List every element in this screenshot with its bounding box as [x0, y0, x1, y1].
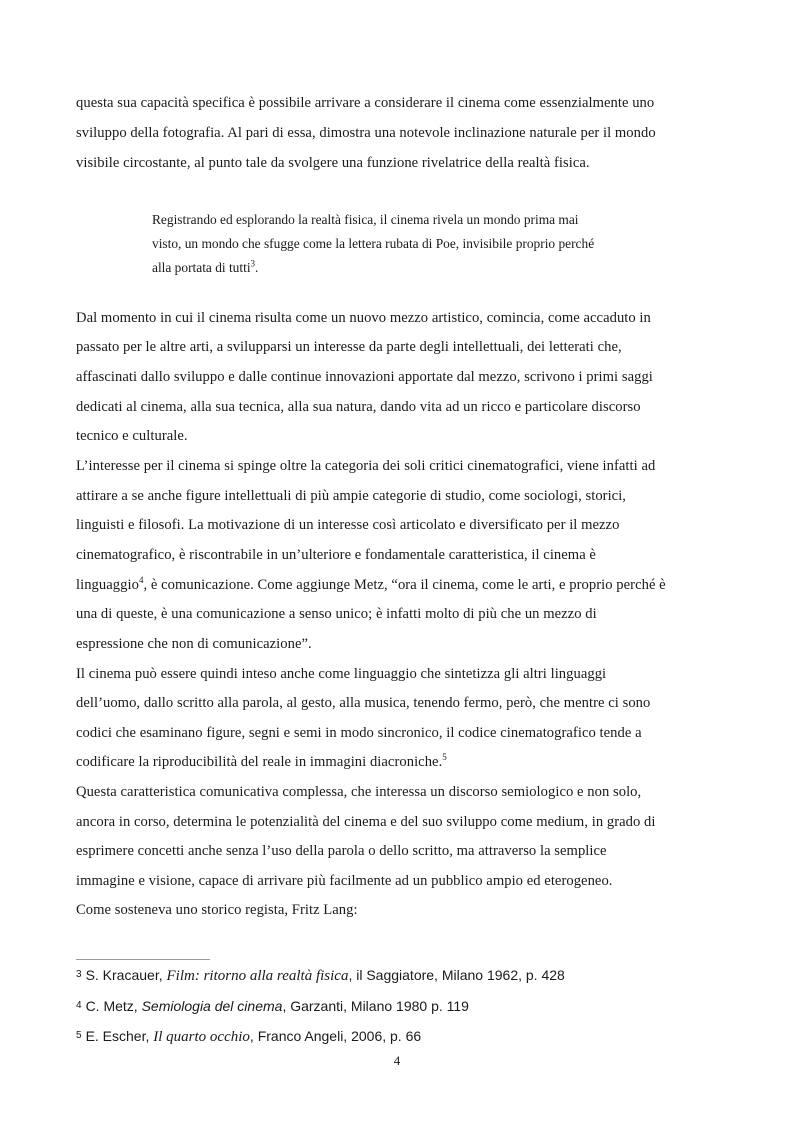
quote-line: Registrando ed esplorando la realtà fisica, il cinema rivela un mondo prima mai — [152, 212, 579, 227]
footnote-title: Semiologia del cinema — [141, 998, 283, 1014]
body-line: Il cinema può essere quindi inteso anche come linguaggio che sintetizza gli altri linguaggi — [76, 666, 607, 682]
footnote-number: 3 — [76, 969, 82, 980]
footnote-ref: 3 — [250, 258, 256, 269]
footnote-5 — [76, 1028, 421, 1046]
body-text: , è comunicazione. Come aggiunge Metz, “ora il cinema, come le arti, e proprio perché è — [143, 577, 666, 593]
body-line: immagine e visione, capace di arrivare più facilmente ad un pubblico ampio ed eterogeneo. — [76, 873, 613, 889]
quote-line: visto, un mondo che sfugge come la lettera rubata di Poe, invisibile proprio perché — [152, 236, 595, 251]
footnote-author: C. Metz, — [85, 998, 142, 1014]
body-line: affascinati dallo sviluppo e dalle continue innovazioni apportate dal mezzo, scrivono i primi saggi — [76, 369, 653, 385]
body-text: linguaggio — [76, 577, 139, 593]
footnote-title: Il quarto occhio — [153, 1029, 250, 1045]
body-line: tecnico e culturale. — [76, 428, 188, 444]
quote-line — [152, 260, 258, 276]
body-line: attirare a se anche figure intellettuali di più ampie categorie di studio, come sociologi, storici, — [76, 488, 627, 504]
body-line: esprimere concetti anche senza l’uso della parola o dello scritto, ma attraverso la semplice — [76, 843, 607, 859]
footnote-number: 5 — [76, 1030, 82, 1041]
body-line: linguisti e filosofi. La motivazione di un interesse così articolato e diversificato per il mezzo — [76, 517, 620, 533]
body-line: visibile circostante, al punto tale da svolgere una funzione rivelatrice della realtà fisica. — [76, 155, 590, 171]
footnote-publisher: , Garzanti, Milano 1980 p. 119 — [282, 998, 469, 1014]
quote-text: alla portata di tutti — [152, 260, 251, 275]
footnote-4 — [76, 998, 469, 1014]
footnote-title: Film: ritorno alla realtà fisica — [166, 968, 349, 984]
footnote-publisher: , il Saggiatore, Milano 1962, p. 428 — [348, 967, 565, 983]
footnote-ref: 4 — [138, 575, 144, 586]
footnote-number: 4 — [76, 1000, 82, 1011]
body-line: passato per le altre arti, a svilupparsi un interesse da parte degli intellettuali, dei letterati che, — [76, 339, 622, 355]
body-line: dedicati al cinema, alla sua tecnica, alla sua natura, dando vita ad un ricco e particolare discorso — [76, 399, 641, 415]
body-line — [76, 577, 666, 594]
body-line: una di queste, è una comunicazione a senso unico; è infatti molto di più che un mezzo di — [76, 606, 597, 622]
quote-period: . — [255, 260, 259, 275]
footnote-author: E. Escher, — [85, 1028, 154, 1044]
body-line: Dal momento in cui il cinema risulta come un nuovo mezzo artistico, comincia, come accaduto in — [76, 310, 651, 326]
body-line — [76, 754, 447, 771]
body-line: sviluppo della fotografia. Al pari di essa, dimostra una notevole inclinazione naturale per il mondo — [76, 125, 656, 141]
footnote-publisher: , Franco Angeli, 2006, p. 66 — [249, 1028, 422, 1044]
footnote-3 — [76, 967, 565, 985]
body-line: espressione che non di comunicazione”. — [76, 636, 312, 652]
footnote-author: S. Kracauer, — [85, 967, 167, 983]
body-line: L’interesse per il cinema si spinge oltre la categoria dei soli critici cinematografici, viene infatti ad — [76, 458, 656, 474]
body-line: Come sosteneva uno storico regista, Fritz Lang: — [76, 902, 358, 918]
body-line: cinematografico, è riscontrabile in un’ulteriore e fondamentale caratteristica, il cinema è — [76, 547, 596, 563]
footnote-ref: 5 — [442, 752, 447, 763]
body-line: ancora in corso, determina le potenzialità del cinema e del suo sviluppo come medium, in grado di — [76, 814, 656, 830]
body-text: codificare la riproducibilità del reale in immagini diacroniche. — [76, 754, 443, 770]
footnote-separator — [76, 959, 210, 960]
body-line: Questa caratteristica comunicativa complessa, che interessa un discorso semiologico e non solo, — [76, 784, 642, 800]
body-line: questa sua capacità specifica è possibile arrivare a considerare il cinema come essenzialmente uno — [76, 95, 655, 111]
page-number: 4 — [393, 1053, 401, 1068]
body-line: codici che esaminano figure, segni e semi in modo sincronico, il codice cinematografico tende a — [76, 725, 642, 741]
body-line: dell’uomo, dallo scritto alla parola, al gesto, alla musica, tenendo fermo, però, che mentre ci sono — [76, 695, 651, 711]
